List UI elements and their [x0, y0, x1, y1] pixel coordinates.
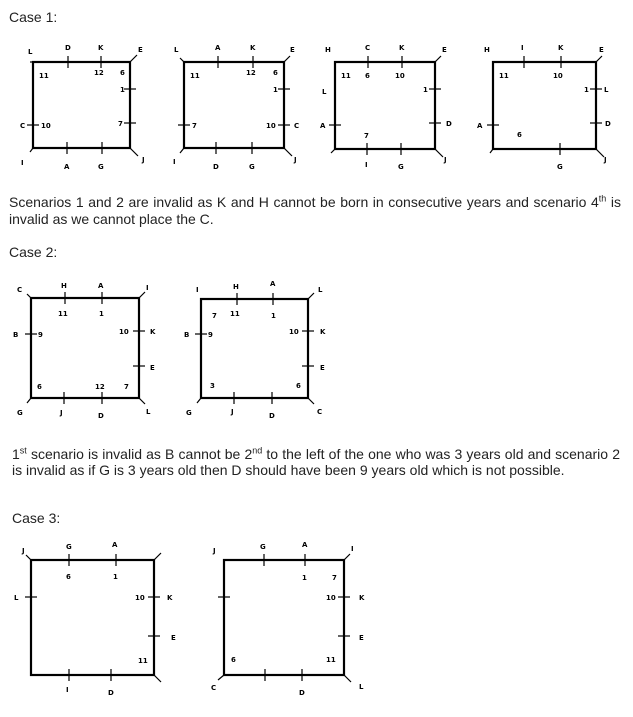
name-i: I — [21, 159, 24, 167]
age-10: 10 — [266, 122, 276, 130]
case1-figure-4 — [477, 44, 611, 171]
age-12: 12 — [94, 69, 104, 77]
name-j: J — [60, 409, 63, 417]
name-d: D — [213, 163, 219, 171]
name-a: A — [320, 122, 326, 130]
age-11: 11 — [326, 656, 336, 664]
name-d: D — [269, 412, 275, 420]
case1-note-tail: is invalid as we cannot place the C. — [9, 194, 621, 227]
name-i: I — [351, 545, 354, 553]
name-j: J — [604, 156, 607, 164]
name-d: D — [299, 689, 305, 697]
name-h: H — [325, 46, 331, 54]
name-g: G — [186, 409, 192, 417]
name-g: G — [557, 163, 563, 171]
age-7: 7 — [118, 120, 123, 128]
name-c: C — [365, 44, 371, 52]
age-10: 10 — [41, 122, 51, 130]
name-a: A — [112, 541, 118, 549]
name-i: I — [146, 284, 149, 292]
case1-note-sup: th — [598, 193, 607, 204]
age-7: 7 — [192, 122, 197, 130]
age-11: 11 — [499, 72, 509, 80]
name-e: E — [599, 46, 604, 54]
table-square — [31, 298, 139, 398]
name-j: J — [231, 408, 234, 416]
name-i: I — [365, 161, 368, 169]
name-a: A — [477, 122, 483, 130]
name-d: D — [108, 689, 114, 697]
name-k: K — [399, 44, 405, 52]
name-l: L — [604, 86, 609, 94]
age-7: 7 — [212, 312, 217, 320]
name-j: J — [294, 156, 297, 164]
name-j: J — [142, 156, 145, 164]
name-c: C — [317, 408, 323, 416]
name-g: G — [398, 163, 404, 171]
name-h: H — [61, 282, 67, 290]
case2-note-p2: scenario is invalid as B cannot be 2 — [26, 446, 253, 462]
age-12: 12 — [95, 383, 105, 391]
age-10: 10 — [119, 328, 129, 336]
age-11: 11 — [138, 657, 148, 665]
age-6: 6 — [517, 131, 522, 139]
name-k: K — [167, 594, 173, 602]
name-c: C — [20, 122, 26, 130]
age-10: 10 — [135, 594, 145, 602]
name-g: G — [66, 543, 72, 551]
name-h: H — [484, 46, 490, 54]
name-a: A — [215, 44, 221, 52]
case1-figure-1 — [20, 44, 145, 171]
case1-note-lead: Scenarios 1 and 2 are invalid as K and H cannot be born in consecutive years and scenario 4 — [9, 194, 599, 210]
age-6: 6 — [365, 72, 370, 80]
name-i: I — [66, 686, 69, 694]
name-e: E — [320, 364, 325, 372]
table-square — [31, 560, 154, 675]
case1-figure-2 — [173, 44, 299, 171]
name-l: L — [14, 594, 19, 602]
age-1: 1 — [271, 312, 276, 320]
name-c: C — [17, 286, 23, 294]
age-6: 6 — [66, 573, 71, 581]
age-7: 7 — [332, 574, 337, 582]
name-c: C — [294, 122, 300, 130]
name-h: H — [233, 283, 239, 291]
name-e: E — [150, 364, 155, 372]
age-1: 1 — [423, 86, 428, 94]
age-7: 7 — [124, 383, 129, 391]
case3-title: Case 3: — [12, 510, 61, 526]
name-e: E — [171, 634, 176, 642]
name-g: G — [249, 163, 255, 171]
name-k: K — [359, 594, 365, 602]
case3-figure-1 — [14, 541, 176, 697]
age-6: 6 — [273, 69, 278, 77]
age-3: 3 — [210, 382, 215, 390]
name-a: A — [270, 280, 276, 288]
case2-title: Case 2: — [9, 244, 58, 260]
name-d: D — [605, 120, 611, 128]
name-l: L — [28, 48, 33, 56]
name-l: L — [318, 286, 323, 294]
name-a: A — [64, 163, 70, 171]
case2-note-s1: st — [19, 445, 27, 456]
age-1: 1 — [113, 573, 118, 581]
name-l: L — [359, 683, 364, 691]
name-a: A — [302, 541, 308, 549]
age-10: 10 — [326, 594, 336, 602]
name-a: A — [98, 282, 104, 290]
age-11: 11 — [190, 72, 200, 80]
name-g: G — [98, 163, 104, 171]
name-g: G — [260, 543, 266, 551]
age-11: 11 — [230, 310, 240, 318]
name-l: L — [174, 46, 179, 54]
age-10: 10 — [395, 72, 405, 80]
age-6: 6 — [231, 656, 236, 664]
name-i: I — [173, 158, 176, 166]
age-12: 12 — [246, 69, 256, 77]
age-7: 7 — [364, 132, 369, 140]
age-1: 1 — [99, 310, 104, 318]
age-11: 11 — [341, 72, 351, 80]
name-k: K — [250, 44, 256, 52]
name-i: I — [196, 286, 199, 294]
name-i: I — [521, 44, 524, 52]
name-k: K — [150, 328, 156, 336]
name-e: E — [359, 634, 364, 642]
case2-figure-1 — [13, 282, 156, 420]
age-11: 11 — [58, 310, 68, 318]
age-10: 10 — [289, 328, 299, 336]
age-6: 6 — [120, 69, 125, 77]
age-9: 9 — [38, 331, 43, 339]
age-10: 10 — [553, 72, 563, 80]
age-1: 1 — [302, 574, 307, 582]
name-e: E — [442, 46, 447, 54]
name-g: G — [17, 409, 23, 417]
name-j: J — [22, 547, 25, 555]
age-6: 6 — [296, 382, 301, 390]
age-11: 11 — [39, 72, 49, 80]
name-k: K — [558, 44, 564, 52]
age-9: 9 — [208, 331, 213, 339]
case1-figure-3 — [320, 44, 452, 171]
name-d: D — [446, 120, 452, 128]
name-b: B — [184, 331, 190, 339]
age-6: 6 — [37, 383, 42, 391]
case2-note-s2: nd — [252, 445, 263, 456]
age-1: 1 — [584, 86, 589, 94]
name-j: J — [213, 547, 216, 555]
name-k: K — [98, 44, 104, 52]
name-e: E — [290, 46, 295, 54]
name-l: L — [322, 88, 327, 96]
age-1: 1 — [120, 86, 125, 94]
name-l: L — [146, 408, 151, 416]
name-d: D — [65, 44, 71, 52]
name-c: C — [211, 684, 217, 692]
name-d: D — [98, 412, 104, 420]
name-b: B — [13, 331, 19, 339]
table-square — [201, 299, 308, 398]
age-1: 1 — [273, 86, 278, 94]
case3-figure-2 — [211, 541, 365, 697]
name-j: J — [444, 156, 447, 164]
case2-note-p3: to the left of the one who was 3 years old and scenario 2 is invalid as if G is 3 years old then D should have been 9 years old which is not possible. — [12, 446, 621, 478]
case2-figure-2 — [184, 280, 326, 420]
case1-title: Case 1: — [9, 9, 58, 25]
name-e: E — [138, 46, 143, 54]
case2-note-p1: 1 — [12, 446, 20, 462]
name-k: K — [320, 328, 326, 336]
